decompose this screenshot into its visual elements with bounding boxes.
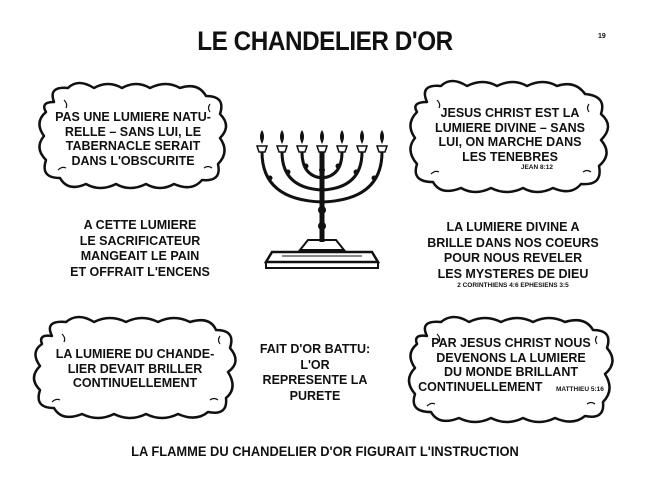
cloud-top-left (34, 80, 232, 192)
text-line: MANGEAIT LE PAIN (80, 249, 200, 263)
cloud-bottom-left (30, 314, 240, 420)
cloud-line: CONTINUELLEMENT (418, 379, 543, 394)
center-bottom-text (245, 342, 385, 404)
cloud-line: DEVENONS LA LUMIERE (436, 350, 586, 365)
scripture-reference: JEAN 8:12 (520, 164, 553, 171)
cloud-top-right (405, 78, 615, 196)
text-line: ET OFFRAIT L'ENCENS (70, 264, 210, 279)
text-line: L'OR (300, 357, 330, 372)
menorah-icon (252, 130, 392, 275)
footer-caption: LA FLAMME DU CHANDELIER D'OR FIGURAIT L'INSTRUCTION (131, 443, 519, 459)
page-number: 19 (598, 33, 606, 40)
scripture-reference: MATTHIEU 5:16 (555, 385, 604, 393)
cloud-line: DANS L'OBSCURITE (71, 153, 195, 168)
text-line: A CETTE LUMIERE (83, 218, 197, 232)
cloud-line: LUI, ON MARCHE DANS (438, 135, 582, 149)
text-line: LA LUMIERE DIVINE A (446, 220, 580, 234)
cloud-line: LIER DEVAIT BRILLER (67, 361, 203, 376)
cloud-line: PAR JESUS CHRIST NOUS (431, 336, 591, 350)
text-line: LE SACRIFICATEUR (79, 233, 201, 248)
cloud-bottom-right (405, 314, 617, 426)
text-line: REPRESENTE LA (262, 373, 368, 387)
scripture-reference: 2 CORINTHIENS 4:6 EPHESIENS 3:5 (457, 282, 569, 289)
middle-right-text (418, 220, 608, 290)
cloud-line: LES TENEBRES (462, 149, 558, 164)
text-line: POUR NOUS REVELER (443, 251, 583, 265)
text-line: PURETE (289, 388, 341, 403)
middle-left-text (50, 218, 230, 280)
cloud-line: DU MONDE BRILLANT (443, 365, 578, 379)
cloud-line: LUMIERE DIVINE – SANS (434, 120, 586, 135)
cloud-line: RELLE – SANS LUI, LE (64, 124, 202, 139)
text-line: BRILLE DANS NOS COEURS (427, 235, 599, 250)
text-line: FAIT D'OR BATTU: (259, 342, 371, 356)
text-line: LES MYSTERES DE DIEU (437, 266, 589, 281)
cloud-line: JESUS CHRIST EST LA (440, 106, 580, 120)
cloud-line: CONTINUELLEMENT (72, 376, 198, 390)
cloud-line: PAS UNE LUMIERE NATU- (55, 110, 211, 124)
cloud-line: TABERNACLE SERAIT (65, 139, 201, 153)
cloud-line: LA LUMIERE DU CHANDE- (55, 347, 215, 361)
page-title: LE CHANDELIER D'OR (197, 26, 453, 56)
